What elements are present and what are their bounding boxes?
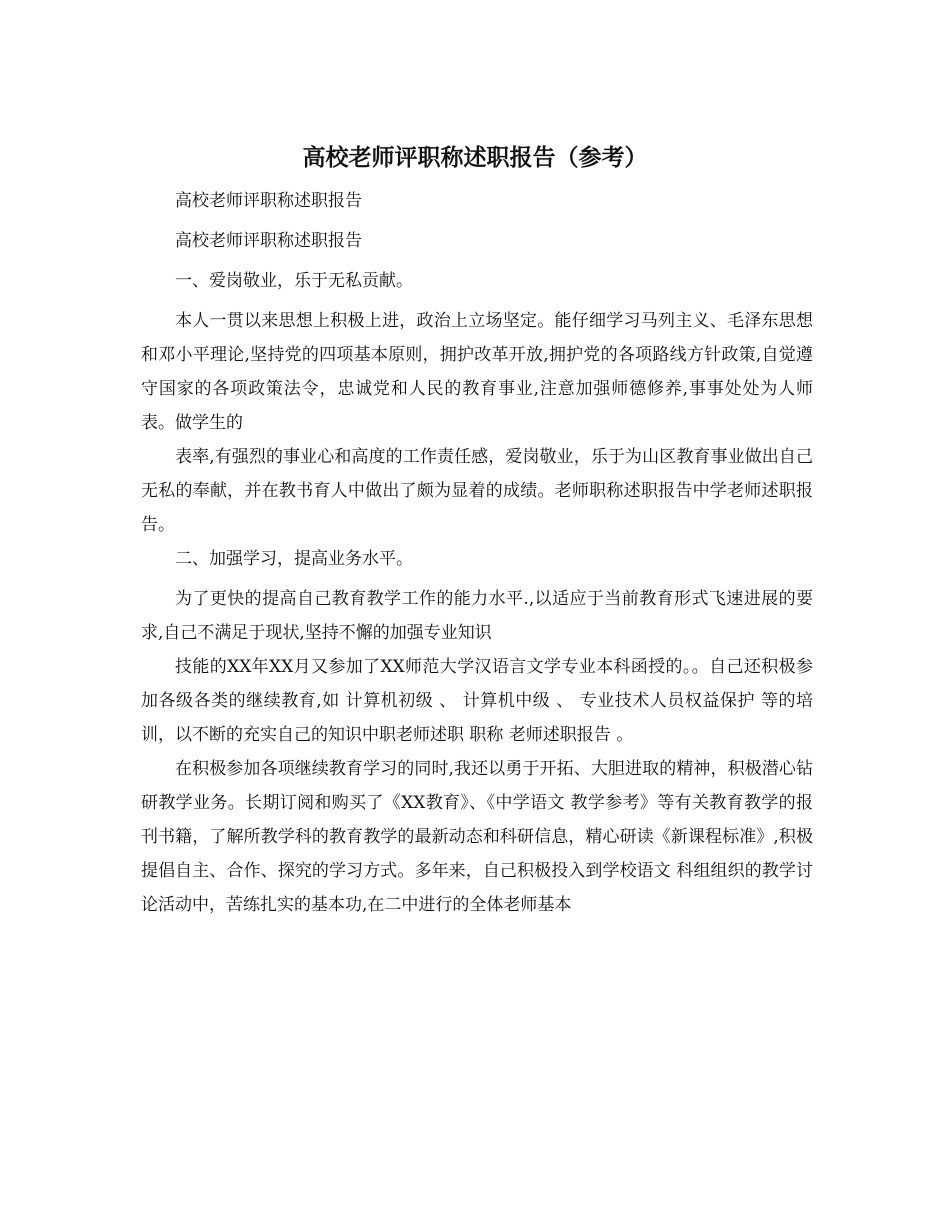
document-title: 高校老师评职称述职报告（参考） xyxy=(302,144,648,171)
paragraph-5: 在积极参加各项继续教育学习的同时,我还以勇于开拓、大胆进取的精神，积极潜心钻研教学业务。长期订阅和购买了《XX教育》、《中学语文 教学参考》等有关教育教学的报刊书籍，了解所教学科的教育教学的最新动态和科研信息，精心研读《新课程标准》,积极提倡自主、合作、探究的学习方式。多年来，自己积极投入到学校语文 科组组织的教学讨论活动中，苦练扎实的基本功,在二中进行的全体老师基本 xyxy=(141,759,813,915)
paragraph-2: 表率,有强烈的事业心和高度的工作责任感，爱岗敬业，乐于为山区教育事业做出自己无私的奉献，并在教书育人中做出了颇为显着的成绩。老师职称述职报告中学老师述职报告。 xyxy=(141,447,813,535)
paragraph-3: 为了更快的提高自己教育教学工作的能力水平.,以适应于当前教育形式飞速进展的要求,自己不满足于现状,坚持不懈的加强专业知识 xyxy=(141,589,813,643)
paragraph-1: 本人一贯以来思想上积极上进，政治上立场坚定。能仔细学习马列主义、毛泽东思想和邓小平理论,坚持党的四项基本原则，拥护改革开放,拥护党的各项路线方针政策,自觉遵守国家的各项政策法令，忠诚党和人民的教育事业,注意加强师德修养,事事处处为人师表。做学生的 xyxy=(141,311,813,433)
document-body xyxy=(141,184,813,922)
section-heading-2: 二、加强学习，提高业务水平。 xyxy=(175,549,413,569)
paragraph-4: 技能的XX年XX月又参加了XX师范大学汉语言文学专业本科函授的。。自己还积极参加各级各类的继续教育,如 计算机初级 、 计算机中级 、 专业技术人员权益保护 等的培训，以不断的充实自己的知识中职老师述职 职称 老师述职报告 。 xyxy=(141,657,813,745)
paragraph-subtitle-1: 高校老师评职称述职报告 xyxy=(175,191,362,211)
paragraph-subtitle-2: 高校老师评职称述职报告 xyxy=(175,231,362,251)
section-heading-1: 一、爱岗敬业，乐于无私贡献。 xyxy=(175,271,413,291)
